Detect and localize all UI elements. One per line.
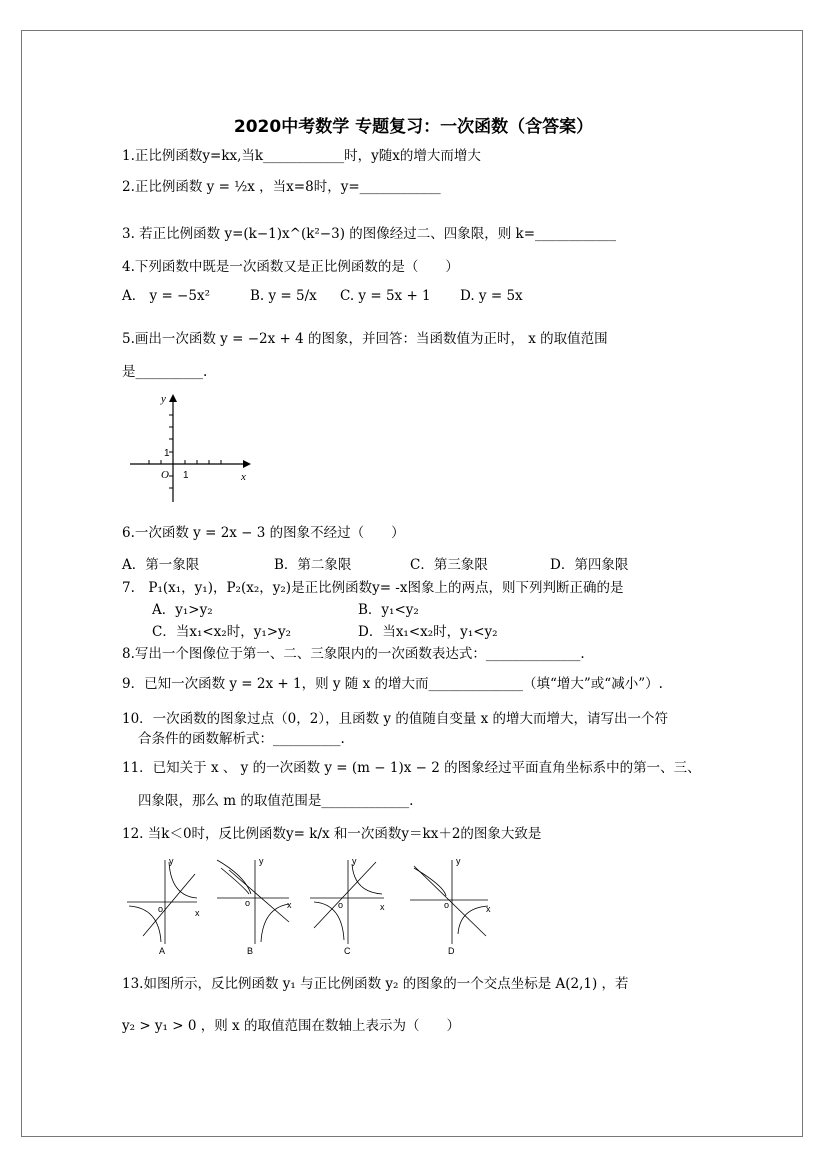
- svg-text:y: y: [456, 856, 461, 866]
- svg-text:x: x: [195, 908, 200, 918]
- q12-label-a: A: [159, 946, 166, 956]
- question-11-line-1: 11．已知关于 x 、 y 的一次函数 y = (m − 1)x − 2 的图象经过平面直角坐标系中的第一、三、: [122, 760, 701, 776]
- question-2: 2.正比例函数 y = ½x ，当x=8时，y=____________: [122, 179, 441, 195]
- svg-text:o: o: [338, 900, 344, 910]
- question-6-option-a: A．第一象限: [122, 557, 200, 573]
- question-6-option-b: B．第二象限: [274, 557, 352, 573]
- svg-text:o: o: [245, 898, 251, 908]
- question-1: 1.正比例函数y=kx,当k____________时，y随x的增大而增大: [122, 148, 481, 164]
- q5-one-y: 1: [164, 448, 170, 459]
- q5-x-label: x: [241, 471, 246, 483]
- question-13-line-1: 13.如图所示，反比例函数 y₁ 与正比例函数 y₂ 的图象的一个交点坐标是 A(2,1) ，若: [122, 976, 629, 992]
- question-6: 6.一次函数 y = 2x − 3 的图象不经过（ ）: [122, 525, 405, 541]
- question-8: 8.写出一个图像位于第一、二、三象限内的一次函数表达式：______________.: [122, 646, 585, 662]
- q5-y-label: y: [161, 393, 166, 405]
- question-3: 3. 若正比例函数 y=(k−1)x^(k²−3) 的图像经过二、四象限，则 k=____________: [122, 226, 617, 242]
- question-4-option-a: A． y = −5x²: [122, 288, 210, 304]
- q12-graph-a: [125, 856, 205, 956]
- question-12: 12. 当k＜0时，反比例函数y= k/x 和一次函数y＝kx＋2的图象大致是: [122, 826, 542, 842]
- q12-graph-b: [215, 856, 300, 956]
- question-5-line-1: 5.画出一次函数 y = −2x + 4 的图象，并回答：当函数值为正时， x 的取值范围: [122, 331, 608, 347]
- svg-text:x: x: [287, 900, 292, 910]
- question-4: 4.下列函数中既是一次函数又是正比例函数的是（ ）: [122, 259, 459, 275]
- question-7-option-d: D．当x₁<x₂时，y₁<y₂: [358, 624, 498, 640]
- svg-text:o: o: [444, 900, 450, 910]
- q5-origin-label: O: [161, 469, 169, 481]
- question-4-option-b: B. y = 5/x: [250, 288, 317, 304]
- q12-graph-c: [308, 856, 393, 956]
- question-11-line-2: 四象限，那么 m 的取值范围是_____________.: [138, 793, 414, 809]
- question-4-option-c: C. y = 5x + 1: [340, 288, 431, 304]
- q12-graph-d: [408, 856, 498, 956]
- svg-text:y: y: [169, 856, 174, 866]
- question-7: 7. P₁(x₁，y₁)，P₂(x₂，y₂)是正比例函数y= -x图象上的两点，则下列判断正确的是: [122, 580, 624, 596]
- question-10-line-1: 10．一次函数的图象过点（0，2），且函数 y 的值随自变量 x 的增大而增大，请写出一个符: [122, 711, 669, 727]
- question-7-option-b: B．y₁<y₂: [358, 602, 419, 618]
- q12-label-d: D: [448, 946, 455, 956]
- svg-text:x: x: [486, 904, 491, 914]
- question-6-option-c: C．第三象限: [410, 557, 488, 573]
- question-13-line-2: y₂ > y₁ > 0 ，则 x 的取值范围在数轴上表示为（ ）: [122, 1018, 460, 1034]
- question-9: 9．已知一次函数 y = 2x + 1，则 y 随 x 的增大而______________（填“增大”或“减小”）.: [122, 676, 663, 692]
- svg-text:o: o: [158, 904, 164, 914]
- q5-one-x: 1: [183, 470, 189, 481]
- q5-coordinate-axes: [125, 390, 255, 510]
- q12-label-b: B: [247, 946, 254, 956]
- svg-text:x: x: [380, 902, 385, 912]
- question-5-line-2: 是__________.: [122, 364, 208, 380]
- question-4-option-d: D. y = 5x: [460, 288, 523, 304]
- svg-text:y: y: [352, 856, 357, 866]
- question-6-option-d: D．第四象限: [550, 557, 629, 573]
- question-7-option-a: A．y₁>y₂: [152, 602, 213, 618]
- q12-label-c: C: [344, 946, 351, 956]
- question-10-line-2: 合条件的函数解析式：__________.: [138, 731, 345, 747]
- page-title: 2020中考数学 专题复习：一次函数（含答案）: [233, 117, 594, 137]
- svg-text:y: y: [259, 856, 264, 866]
- question-7-option-c: C．当x₁<x₂时，y₁>y₂: [152, 624, 292, 640]
